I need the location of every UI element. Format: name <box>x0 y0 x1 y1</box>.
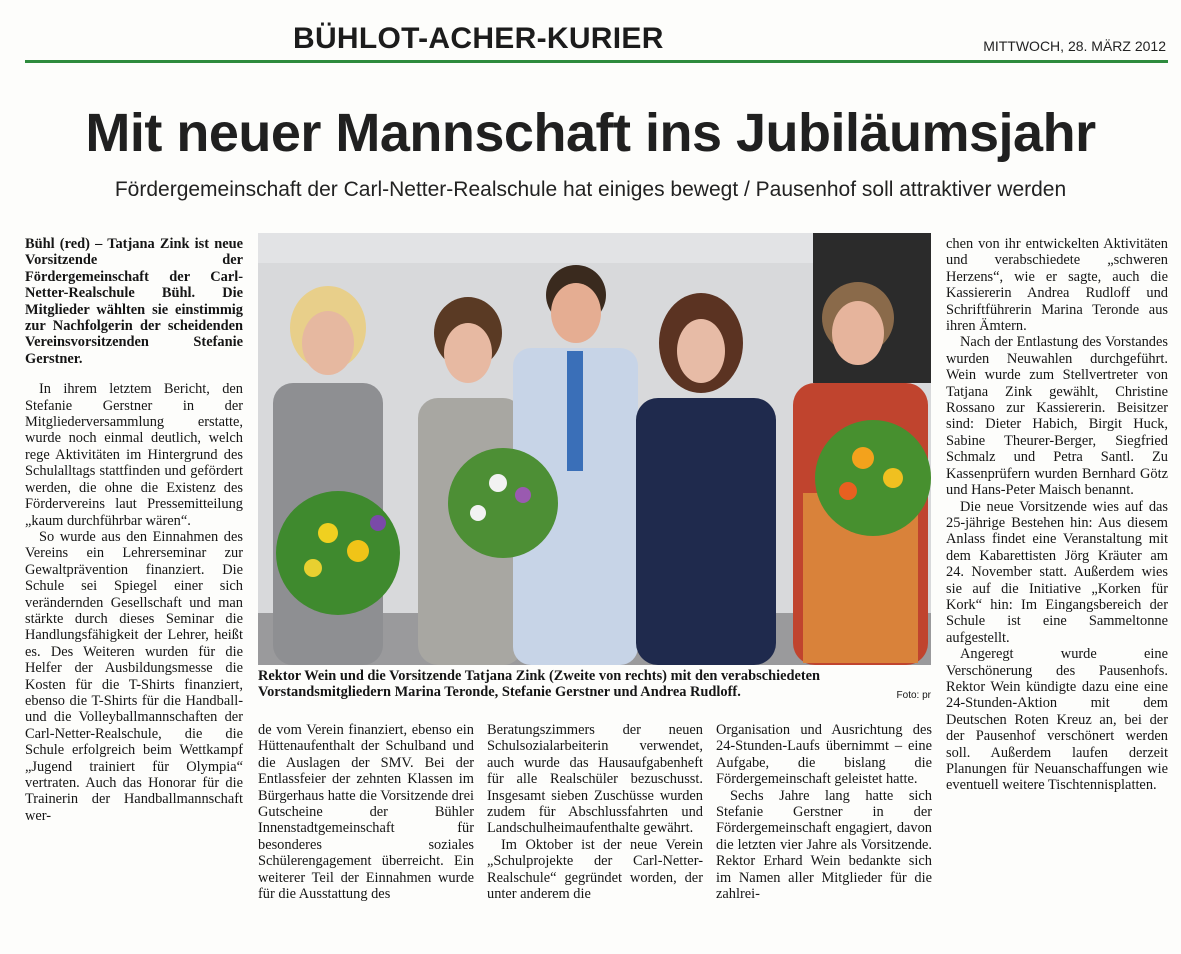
paragraph: Sechs Jahre lang hatte sich Stefanie Gerstner in der Fördergemeinschaft engagiert, davon die letzten vier Jahre als Vorsitzende. Rektor Erhard Wein bedankte sich im Namen aller Mitglieder für die zahlrei- <box>716 787 932 903</box>
paragraph: chen von ihr entwickelten Aktivitäten und verabschiedete „schweren Herzens“, wie er sagte, auch die Kassiererin Andrea Rudloff und Schriftführerin Marina Teronde aus ihren Ämtern. <box>946 236 1168 335</box>
photo-caption <box>258 668 931 705</box>
paragraph: Nach der Entlastung des Vorstandes wurden Neuwahlen durchgeführt. Wein wurde zum Stellvertreter von Tatjana Zink gewählt, Christine Rossano zur Kassiererin. Beisitzer sind: Dieter Habich, Birgit Huck, Sabine Theurer-Berger, Siegfried Schmalz und Petra Santl. Zu Kassenprüfern wurden Bernhard Götz und Hans-Peter Maisch benannt. <box>946 334 1168 499</box>
photo-credit: Foto: pr <box>896 690 931 702</box>
paragraph: In ihrem letztem Bericht, den Stefanie Gerstner in der Mitgliederversammlung erstatte, wurde noch einmal deutlich, welch rege Aktivitäten im Hintergrund des Schulalltags stattfinden und gefördert werden, die ohne die Existenz des Fördervereins laut Pressemitteilung „kaum durchführbar wären“. <box>25 381 243 529</box>
subheadline: Fördergemeinschaft der Carl-Netter-Realschule hat einiges bewegt / Pausenhof soll attraktiver werden <box>114 178 1067 201</box>
paragraph: Angeregt wurde eine Verschönerung des Pausenhofs. Rektor Wein kündigte dazu eine eine 24-Stunden-Aktion mit dem Deutschen Roten Kreuz an, bei der der Pausenhof verschönert werden soll. Außerdem laufen derzeit Planungen für Neuanschaffungen wie eventuell weitere Tischtennisplatten. <box>946 646 1168 794</box>
lead-paragraph: Bühl (red) – Tatjana Zink ist neue Vorsitzende der Fördergemeinschaft der Carl-Netter-Realschule Bühl. Die Mitglieder wählten sie einstimmig zur Nachfolgerin der scheidenden Vereinsvorsitzenden Stefanie Gerstner. <box>25 236 243 367</box>
paragraph: Die neue Vorsitzende wies auf das 25-jährige Bestehen hin: Aus diesem Anlass findet eine Veranstaltung mit dem Kabarettisten Jörg Kräuter am 24. November statt. Außerdem wies sie auf die Initiative „Korken für Kork“ hin: Im Eingangsbereich der Schule ist eine Sammeltonne aufgestellt. <box>946 498 1168 646</box>
column-5 <box>946 236 1168 794</box>
masthead-rule <box>25 60 1168 63</box>
paragraph: Im Oktober ist der neue Verein „Schulprojekte der Carl-Netter-Realschule“ gegründet worden, der unter anderem die <box>487 836 703 903</box>
article-photo <box>258 233 931 665</box>
caption-text: Rektor Wein und die Vorsitzende Tatjana Zink (Zweite von rechts) mit den verabschiedeten Vorstandsmitgliedern Marina Teronde, Stefanie Gerstner und Andrea Rudloff. <box>258 668 821 701</box>
paragraph: de vom Verein finanziert, ebenso ein Hüttenaufenthalt der Schulband und die Auslagen der SMV. Bei der Entlassfeier der zehnten Klassen im Bürgerhaus hatte die Vorsitzende drei Gutscheine der Bühler Innenstadtgemeinschaft für besonderes soziales Schülerengagement überreicht. Ein weiterer Teil der Einnahmen wurde für die Ausstattung des <box>258 722 474 903</box>
column-4 <box>716 722 932 902</box>
paragraph: So wurde aus den Einnahmen des Vereins ein Lehrerseminar zur Gewaltprävention finanziert. Die Schule sei Spiegel einer sich verändernden Gesellschaft und man stärkte durch dieses Seminar die Handlungsfähigkeit der Lehrer, heißt es. Des Weiteren wurden für die Helfer der Ausbildungsmesse die Kosten für die T-Shirts finanziert, ebenso die T-Shirts für die Handball- und die Volleyballmannschaften der Carl-Netter-Realschule, die die Schule erfolgreich beim Wettkampf „Jugend trainiert für Olympia“ vertraten. Auch das Honorar für die Trainerin der Handballmannschaft wer- <box>25 528 243 824</box>
paragraph: Beratungszimmers der neuen Schulsozialarbeiterin verwendet, auch wurde das Hausaufgabenheft für alle Realschüler bezuschusst. Insgesamt sieben Zuschüsse wurden zudem für Abschlussfahrten und Landschulheimaufenthalte gewährt. <box>487 722 703 837</box>
photo-illustration <box>258 233 931 665</box>
masthead: BÜHLOT-ACHER-KURIER <box>293 22 664 55</box>
column-3 <box>487 722 703 902</box>
issue-date: MITTWOCH, 28. MÄRZ 2012 <box>983 38 1166 54</box>
column-2 <box>258 722 474 902</box>
column-1 <box>25 236 243 824</box>
paragraph: Organisation und Ausrichtung des 24-Stunden-Laufs übernimmt – eine Aufgabe, die bislang die Fördergemeinschaft geleistet hatte. <box>716 722 932 788</box>
headline: Mit neuer Mannschaft ins Jubiläumsjahr <box>85 103 1096 163</box>
